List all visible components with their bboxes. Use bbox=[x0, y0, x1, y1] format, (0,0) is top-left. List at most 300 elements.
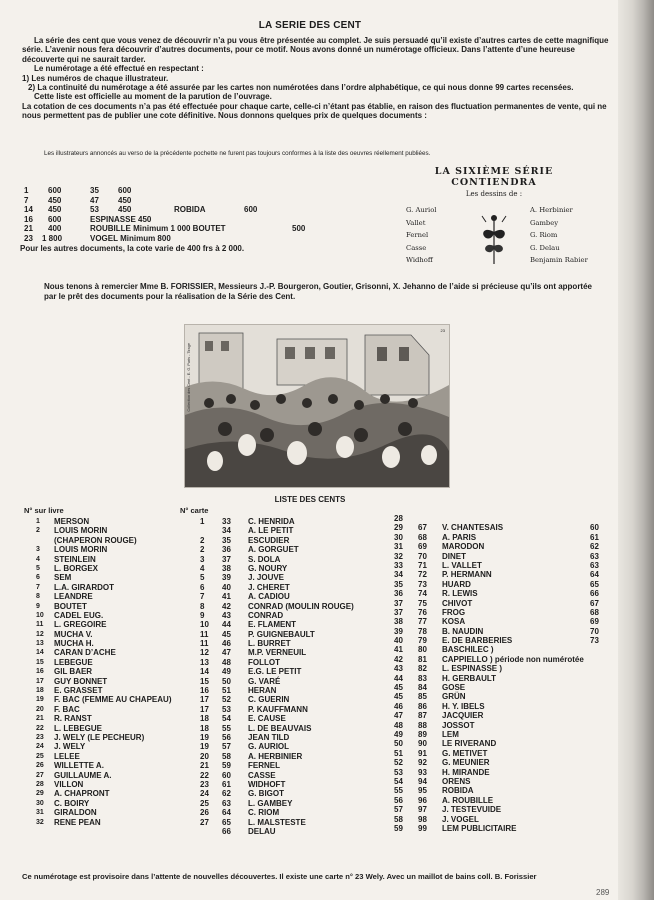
table-row bbox=[36, 733, 366, 742]
livre-number: 22 bbox=[36, 724, 44, 732]
list-number: 41 bbox=[222, 592, 231, 602]
livre-number: 26 bbox=[36, 762, 44, 770]
table-row bbox=[392, 608, 608, 617]
card-number: 40 bbox=[394, 636, 403, 646]
illustrator-name: MARODON bbox=[442, 542, 485, 552]
artist-name: Widhoff bbox=[406, 256, 433, 265]
livre-number: 28 bbox=[36, 780, 44, 788]
table-row bbox=[392, 645, 608, 654]
table-row bbox=[36, 799, 366, 808]
price-cell: 450 bbox=[48, 195, 62, 205]
card-number: 70 bbox=[590, 626, 599, 636]
illustrator-name: C. BOIRY bbox=[54, 798, 90, 808]
card-number: 25 bbox=[200, 798, 209, 808]
table-row bbox=[36, 583, 366, 592]
table-row bbox=[36, 620, 366, 629]
table-row bbox=[392, 824, 608, 833]
card-number: 17 bbox=[200, 695, 209, 705]
livre-number: 17 bbox=[36, 677, 44, 685]
table-row bbox=[36, 695, 366, 704]
list-number: 75 bbox=[418, 598, 427, 608]
table-row bbox=[36, 667, 366, 676]
illustrator-name: R. RANST bbox=[54, 714, 92, 724]
table-row bbox=[36, 592, 366, 601]
livre-number: 14 bbox=[36, 649, 44, 657]
illustrator-name: STEINLEIN bbox=[54, 554, 96, 564]
list-number: 59 bbox=[222, 761, 231, 771]
price-cell: 600 bbox=[48, 186, 62, 195]
illustrator-name: LEM PUBLICITAIRE bbox=[442, 823, 517, 833]
list-number: 89 bbox=[418, 729, 427, 739]
card-number: 59 bbox=[394, 823, 403, 833]
price-cell: 1 bbox=[24, 186, 29, 195]
illustrator-name: GUILLAUME A. bbox=[54, 770, 112, 780]
card-number: 20 bbox=[200, 751, 209, 761]
illustrator-name: J. VOGEL bbox=[442, 814, 479, 824]
card-number: 18 bbox=[200, 723, 209, 733]
table-row bbox=[392, 730, 608, 739]
card-number: 8 bbox=[200, 601, 205, 611]
list-number: 40 bbox=[222, 582, 231, 592]
price-row bbox=[24, 186, 354, 196]
card-number: 61 bbox=[590, 532, 599, 542]
list-number: 51 bbox=[222, 686, 231, 696]
list-number: 55 bbox=[222, 723, 231, 733]
table-row bbox=[392, 786, 608, 795]
artist-name: G. Auriol bbox=[406, 206, 437, 214]
intro-paragraph: Cette liste est officielle au moment de la parution de l’ouvrage. bbox=[34, 92, 272, 102]
illustrator-name: FROG bbox=[442, 607, 466, 617]
page-number: 289 bbox=[596, 888, 610, 897]
list-number: 62 bbox=[222, 789, 231, 799]
left-names bbox=[406, 204, 436, 267]
table-row bbox=[36, 818, 366, 827]
price-note bbox=[20, 243, 354, 254]
list-right bbox=[392, 514, 608, 833]
artist-name: Vallet bbox=[406, 218, 426, 227]
card-number: 16 bbox=[200, 686, 209, 696]
table-row bbox=[392, 542, 608, 551]
illustrator-name: LOUIS MORIN bbox=[54, 526, 108, 536]
price-cell: 7 bbox=[24, 195, 29, 205]
list-number: 93 bbox=[418, 767, 427, 777]
list-number: 48 bbox=[222, 657, 231, 667]
list-number: 52 bbox=[222, 695, 231, 705]
list-number: 45 bbox=[222, 629, 231, 639]
illustrator-name: CADEL EUG. bbox=[54, 610, 104, 620]
card-number: 63 bbox=[590, 551, 599, 561]
livre-number: 9 bbox=[36, 602, 40, 610]
livre-number: 29 bbox=[36, 790, 44, 798]
illustrator-name: CONRAD (MOULIN ROUGE) bbox=[248, 601, 354, 611]
card-number: 28 bbox=[394, 514, 403, 523]
table-row bbox=[36, 639, 366, 648]
illustrator-name: WILLETTE A. bbox=[54, 761, 104, 771]
table-row bbox=[392, 815, 608, 824]
list-number: 46 bbox=[222, 639, 231, 649]
illustrator-name: CHIVOT bbox=[442, 598, 473, 608]
table-row bbox=[392, 589, 608, 598]
list-number: 83 bbox=[418, 673, 427, 683]
illustrator-name: G. NOURY bbox=[248, 563, 288, 573]
table-row bbox=[392, 702, 608, 711]
card-number: 12 bbox=[200, 648, 209, 658]
livre-number: 30 bbox=[36, 799, 44, 807]
card-number: 41 bbox=[394, 645, 403, 655]
list-number: 99 bbox=[418, 823, 427, 833]
illustrator-name: GIL BAER bbox=[54, 667, 93, 677]
table-row bbox=[36, 808, 366, 817]
list-number: 98 bbox=[418, 814, 427, 824]
table-row bbox=[36, 686, 366, 695]
price-cell: 14 bbox=[24, 205, 33, 215]
table-row bbox=[392, 721, 608, 730]
card-number: 73 bbox=[590, 636, 599, 646]
postcard-caption: Collection des Cent - E. G. Paris - Tirage bbox=[187, 343, 191, 412]
illustrator-name: MUCHA H. bbox=[54, 639, 94, 649]
livre-number: 5 bbox=[36, 564, 40, 572]
price-cell: 450 bbox=[48, 205, 62, 215]
table-row bbox=[392, 636, 608, 645]
card-number: 11 bbox=[200, 629, 209, 639]
list-number: 44 bbox=[222, 620, 231, 630]
illustration-postcard bbox=[184, 324, 450, 488]
livre-number: 19 bbox=[36, 696, 44, 704]
livre-number: 23 bbox=[36, 733, 44, 741]
list-number: 86 bbox=[418, 701, 427, 711]
table-row bbox=[392, 599, 608, 608]
table-row bbox=[36, 658, 366, 667]
list-number: 37 bbox=[222, 554, 231, 564]
card-number: 10 bbox=[200, 620, 209, 630]
price-cell: 600 bbox=[118, 186, 132, 195]
list-number: 33 bbox=[222, 517, 231, 526]
illustrator-name: ESCUDIER bbox=[248, 535, 290, 545]
list-number: 87 bbox=[418, 711, 427, 721]
list-number: 54 bbox=[222, 714, 231, 724]
table-row bbox=[392, 570, 608, 579]
livre-number: 24 bbox=[36, 743, 44, 751]
livre-number: 31 bbox=[36, 809, 44, 817]
intro-paragraph: Le numérotage a été effectué en respectant : bbox=[34, 64, 204, 74]
card-number: 21 bbox=[200, 761, 209, 771]
list-number: 94 bbox=[418, 776, 427, 786]
price-cell: ROUBILLE Minimum 1 000 BOUTET bbox=[90, 224, 226, 234]
list-number: 34 bbox=[222, 526, 231, 536]
table-row bbox=[392, 655, 608, 664]
illustrator-name: E. FLAMENT bbox=[248, 620, 296, 630]
illustrator-name: L. VALLET bbox=[442, 560, 482, 570]
illustrator-name: P. HERMANN bbox=[442, 570, 492, 580]
card-number: 64 bbox=[590, 570, 599, 580]
illustrator-name: H. GERBAULT bbox=[442, 673, 497, 683]
illustrator-name: J. JOUVE bbox=[248, 573, 285, 583]
artist-name: Gambey bbox=[530, 218, 559, 227]
illustrator-name: LOUIS MORIN bbox=[54, 545, 108, 555]
illustrator-name: J. WELY bbox=[54, 742, 86, 752]
page-title: LA SERIE DES CENT bbox=[258, 20, 362, 31]
table-row bbox=[36, 555, 366, 564]
acknowledgements: Nous tenons à remercier Mme B. FORISSIER, Messieurs J.-P. Bourgeron, Goutier, Grisonni, X. Jehanno de l’aide si précieuse qu’ils ont apportée par le prêt des documents pour la réalisation de la Série des Cent. bbox=[44, 282, 592, 301]
footer-note: Ce numérotage est provisoire dans l’attente de nouvelles découvertes. Il existe une carte n° 23 Wely. Avec un maillot de bains coll. B. Forissier bbox=[22, 872, 537, 881]
card-number: 49 bbox=[394, 729, 403, 739]
illustrator-name: P. KAUFFMANN bbox=[248, 704, 308, 714]
card-number: 32 bbox=[394, 551, 403, 561]
illustrator-name: L. ESPINASSE ) bbox=[442, 664, 503, 674]
list-number: 67 bbox=[418, 523, 427, 533]
list-number: 92 bbox=[418, 758, 427, 768]
card-number: 65 bbox=[590, 579, 599, 589]
illustrator-name: CAPPIELLO ) période non numérotée bbox=[442, 654, 584, 664]
illustrator-name: V. CHANTESAIS bbox=[442, 523, 504, 533]
illustrator-name: F. BAC bbox=[54, 704, 80, 714]
intro-paragraph: La cotation de ces documents n’a pas été effectuée pour chaque carte, celle-ci n’étant pas établie, en raison des fluctuation permanentes de vente, qui ne nous permettent pas de publier une cote définitive. Nous donnons quelques prix de quelques documents : bbox=[22, 101, 607, 121]
right-names bbox=[530, 204, 588, 267]
card-number: 3 bbox=[200, 554, 205, 564]
table-row bbox=[36, 602, 366, 611]
card-number: 51 bbox=[394, 748, 403, 758]
card-number: 14 bbox=[200, 667, 209, 677]
price-cell: 400 bbox=[48, 224, 62, 234]
list-number: 39 bbox=[222, 573, 231, 583]
list-number: 42 bbox=[222, 601, 231, 611]
card-number: 1 bbox=[200, 517, 205, 526]
card-number: 13 bbox=[200, 657, 209, 667]
card-number: 6 bbox=[200, 582, 205, 592]
card-number: 45 bbox=[394, 683, 403, 693]
artist-name: A. Herbinier bbox=[530, 206, 573, 214]
intro-text bbox=[22, 36, 612, 121]
intro-paragraph: La série des cent que vous venez de découvrir n’a pu vous être présentée au complet. Je suis persuadé qu’il existe d’autres cartes de cette magnifique série. L’avenir nous fera découvrir d’autres documents, pour ce motif. Nous avons donné un numérotage officieux. Dans l’attente d’une heureuse découverte qui ne saurait tarder. bbox=[22, 36, 609, 64]
card-number: 43 bbox=[394, 664, 403, 674]
table-row bbox=[36, 573, 366, 582]
card-number: 69 bbox=[590, 617, 599, 627]
column-header-carte: N° carte bbox=[180, 506, 209, 515]
price-cell: ESPINASSE 450 bbox=[90, 214, 152, 224]
livre-number: 4 bbox=[36, 555, 40, 563]
list-title: LISTE DES CENTS bbox=[274, 495, 346, 504]
sixth-series-heading: LA SIXIÈME SÉRIE CONTIENDRA bbox=[434, 166, 554, 188]
list-number: 61 bbox=[222, 779, 231, 789]
list-number: 85 bbox=[418, 692, 427, 702]
card-number: 18 bbox=[200, 714, 209, 724]
illustrator-name: L. BORGEX bbox=[54, 563, 99, 573]
illustrator-name: P. GUIGNEBAULT bbox=[248, 629, 315, 639]
card-number: 48 bbox=[394, 720, 403, 730]
illustrator-name: DELAU bbox=[248, 826, 276, 836]
illustrator-name: GIRALDON bbox=[54, 808, 97, 818]
list-number: 58 bbox=[222, 751, 231, 761]
book-binding bbox=[618, 0, 654, 900]
table-row bbox=[36, 780, 366, 789]
card-number: 36 bbox=[394, 589, 403, 599]
price-row bbox=[24, 215, 354, 225]
card-number: 67 bbox=[590, 598, 599, 608]
list-number: 90 bbox=[418, 739, 427, 749]
card-number: 38 bbox=[394, 617, 403, 627]
list-number: 69 bbox=[418, 542, 427, 552]
illustrator-name: J. CHERET bbox=[248, 582, 290, 592]
crowd-scene-illustration bbox=[185, 325, 449, 487]
table-row bbox=[36, 752, 366, 761]
card-number: 66 bbox=[590, 589, 599, 599]
illustrator-name: CASSE bbox=[248, 770, 276, 780]
list-number: 53 bbox=[222, 704, 231, 714]
card-number: 54 bbox=[394, 776, 403, 786]
livre-number: 13 bbox=[36, 640, 44, 648]
list-number: 76 bbox=[418, 607, 427, 617]
table-row bbox=[36, 742, 366, 751]
illustrator-name: A. GORGUET bbox=[248, 545, 299, 555]
price-cell: 450 bbox=[118, 205, 132, 215]
artist-name: Benjamin Rabier bbox=[530, 256, 588, 265]
price-row bbox=[24, 196, 354, 206]
list-number: 64 bbox=[222, 808, 231, 818]
illustrator-name: L.A. GIRARDOT bbox=[54, 582, 114, 592]
list-number: 60 bbox=[222, 770, 231, 780]
illustrator-name: R. LEWIS bbox=[442, 589, 478, 599]
list-number: 84 bbox=[418, 683, 427, 693]
livre-number: 7 bbox=[36, 583, 40, 591]
card-number: 37 bbox=[394, 598, 403, 608]
table-row bbox=[392, 683, 608, 692]
illustrator-name: LEANDRE bbox=[54, 592, 93, 602]
card-number: 2 bbox=[200, 545, 205, 555]
card-number: 45 bbox=[394, 692, 403, 702]
illustrator-name: L. MALSTESTE bbox=[248, 817, 306, 827]
list-number: 78 bbox=[418, 626, 427, 636]
list-number: 56 bbox=[222, 732, 231, 742]
illustrator-name: L. LEBEGUE bbox=[54, 723, 103, 733]
illustrator-name: G. MEUNIER bbox=[442, 758, 490, 768]
price-row bbox=[24, 234, 354, 244]
price-cell: 500 bbox=[292, 224, 306, 234]
illustrator-name: A. CHAPRONT bbox=[54, 789, 110, 799]
list-number: 49 bbox=[222, 667, 231, 677]
livre-number: 18 bbox=[36, 687, 44, 695]
illustrator-name: L. DE BEAUVAIS bbox=[248, 723, 312, 733]
illustrator-name: J. WELY (LE PECHEUR) bbox=[54, 732, 145, 742]
card-number: 63 bbox=[590, 560, 599, 570]
price-cell: 600 bbox=[48, 214, 62, 224]
floral-ornament-icon bbox=[476, 210, 512, 264]
livre-number: 32 bbox=[36, 818, 44, 826]
list-number: 38 bbox=[222, 563, 231, 573]
illustrator-name: G. METIVET bbox=[442, 748, 488, 758]
table-row bbox=[392, 664, 608, 673]
table-row bbox=[36, 648, 366, 657]
card-number: 68 bbox=[590, 607, 599, 617]
price-cell: 35 bbox=[90, 186, 99, 195]
card-number: 7 bbox=[200, 592, 205, 602]
artist-name: G. Delau bbox=[530, 243, 560, 252]
card-number: 53 bbox=[394, 767, 403, 777]
list-number: 68 bbox=[418, 532, 427, 542]
table-row bbox=[36, 545, 366, 554]
illustrator-name: L. BURRET bbox=[248, 639, 291, 649]
illustrator-name: JACQUIER bbox=[442, 711, 484, 721]
table-row bbox=[36, 714, 366, 723]
price-cell: 47 bbox=[90, 195, 99, 205]
artist-name: Fernel bbox=[406, 231, 429, 240]
price-cell: 450 bbox=[118, 195, 132, 205]
sixth-series-names bbox=[392, 204, 596, 268]
livre-number: 6 bbox=[36, 574, 40, 582]
illustrator-name: A. ROUBILLE bbox=[442, 795, 494, 805]
list-number: 80 bbox=[418, 645, 427, 655]
intro-list-item: 2) La continuité du numérotage a été assurée par les cartes non numérotées dans l’ordre alphabétique, ce qui nous donne 99 cartes recensées. bbox=[28, 83, 574, 93]
illustrator-name: L. GREGOIRE bbox=[54, 620, 107, 630]
table-row bbox=[392, 805, 608, 814]
price-cell: 1 800 bbox=[42, 233, 63, 243]
price-cell: 53 bbox=[90, 205, 99, 215]
illustrator-name: M.P. VERNEUIL bbox=[248, 648, 307, 658]
illustrator-name: A. PARIS bbox=[442, 532, 477, 542]
card-number: 30 bbox=[394, 532, 403, 542]
table-row bbox=[392, 692, 608, 701]
card-number: 9 bbox=[200, 610, 205, 620]
illustrator-name: B. NAUDIN bbox=[442, 626, 484, 636]
table-row bbox=[392, 514, 608, 523]
card-number: 4 bbox=[200, 563, 205, 573]
card-number: 60 bbox=[590, 523, 599, 533]
card-number: 56 bbox=[394, 795, 403, 805]
card-number: 19 bbox=[200, 742, 209, 752]
table-row bbox=[392, 796, 608, 805]
card-number: 44 bbox=[394, 673, 403, 683]
illustrator-name: VILLON bbox=[54, 779, 84, 789]
illustrator-name: ROBIDA bbox=[442, 786, 474, 796]
list-number: 35 bbox=[222, 535, 231, 545]
livre-number: 11 bbox=[36, 621, 44, 629]
illustrator-name: RENE PEAN bbox=[54, 817, 101, 827]
illustrator-name: C. HENRIDA bbox=[248, 517, 295, 526]
illustrator-name: MUCHA V. bbox=[54, 629, 93, 639]
illustrator-name: LELEE bbox=[54, 751, 80, 761]
livre-number: 21 bbox=[36, 715, 44, 723]
livre-number: 2 bbox=[36, 527, 40, 535]
illustrator-name: JEAN TILD bbox=[248, 732, 290, 742]
card-number: 42 bbox=[394, 654, 403, 664]
price-cell: 16 bbox=[24, 214, 33, 224]
illustrator-name: G. VARÉ bbox=[248, 676, 281, 686]
illustrator-name: CARAN D’ACHE bbox=[54, 648, 116, 658]
card-number: 58 bbox=[394, 814, 403, 824]
table-row bbox=[392, 552, 608, 561]
table-row bbox=[392, 749, 608, 758]
artist-name: Casse bbox=[406, 243, 427, 252]
illustrator-name: GRÜN bbox=[442, 692, 466, 702]
table-row bbox=[36, 611, 366, 620]
illustrator-name: LE RIVERAND bbox=[442, 739, 497, 749]
table-row bbox=[392, 739, 608, 748]
list-number: 91 bbox=[418, 748, 427, 758]
illustrator-name: ORENS bbox=[442, 776, 471, 786]
illustrator-name: SEM bbox=[54, 573, 72, 583]
illustrator-name: A. HERBINIER bbox=[248, 751, 303, 761]
list-number: 63 bbox=[222, 798, 231, 808]
list-number: 96 bbox=[418, 795, 427, 805]
card-number: 35 bbox=[394, 579, 403, 589]
price-cell: VOGEL Minimum 800 bbox=[90, 233, 171, 243]
table-row bbox=[36, 526, 366, 535]
livre-number: 25 bbox=[36, 752, 44, 760]
illustrator-name: LEBEGUE bbox=[54, 657, 93, 667]
table-row bbox=[392, 533, 608, 542]
illustrator-name: E.G. LE PETIT bbox=[248, 667, 302, 677]
illustrator-name: F. BAC (FEMME AU CHAPEAU) bbox=[54, 695, 172, 705]
table-row bbox=[392, 523, 608, 532]
